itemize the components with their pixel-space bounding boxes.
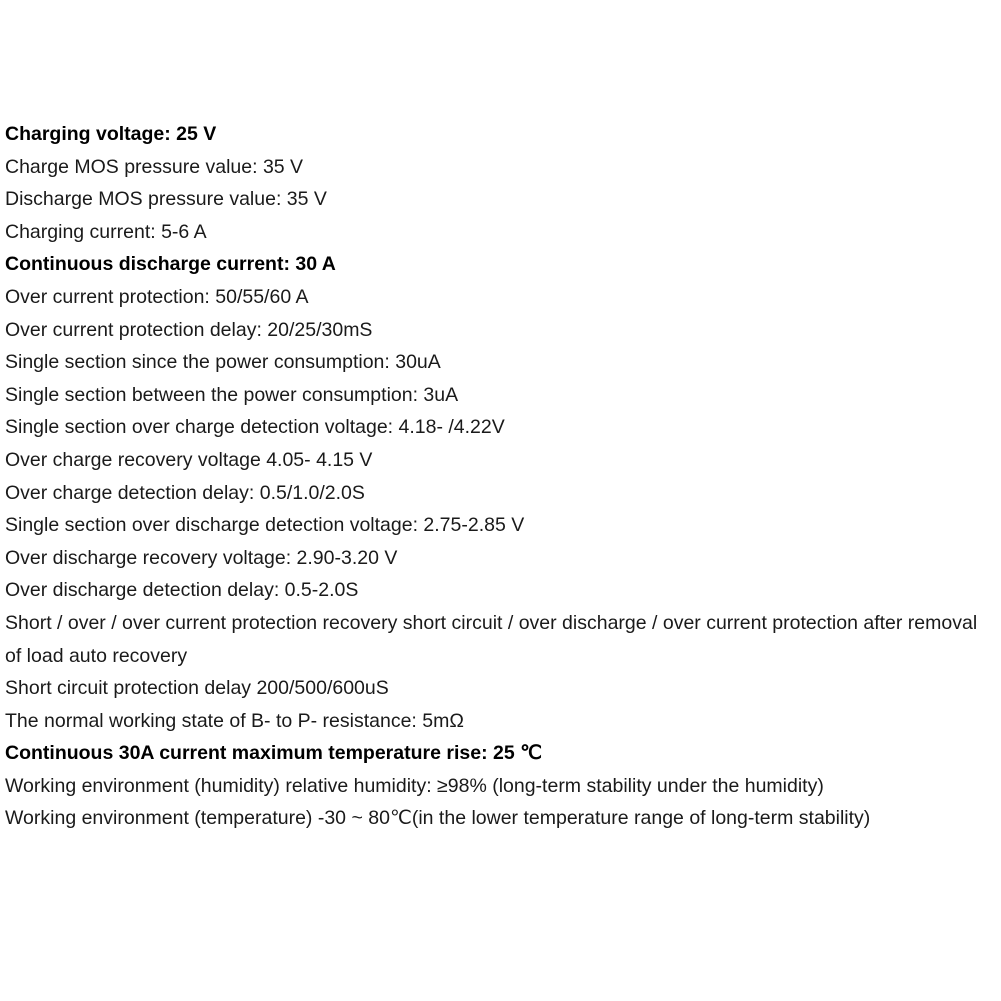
spec-line: Discharge MOS pressure value: 35 V: [5, 188, 327, 211]
spec-line: Single section since the power consumption: 30uA: [5, 351, 441, 374]
spec-line: Single section between the power consumption: 3uA: [5, 383, 459, 406]
spec-line: Charge MOS pressure value: 35 V: [5, 155, 304, 178]
spec-line: Working environment (temperature) -30 ~ 80℃(in the lower temperature range of long-term stability): [5, 807, 871, 830]
spec-line: The normal working state of B- to P- resistance: 5mΩ: [5, 709, 464, 732]
spec-line: Over charge detection delay: 0.5/1.0/2.0S: [5, 481, 365, 504]
spec-line: Over discharge recovery voltage: 2.90-3.20 V: [5, 546, 398, 569]
spec-line: Short / over / over current protection recovery short circuit / over discharge / over current protection after removal of load auto recovery: [5, 611, 978, 667]
spec-line: Working environment (humidity) relative humidity: ≥98% (long-term stability under the humidity): [5, 774, 824, 797]
spec-line: Continuous 30A current maximum temperature rise: 25 ℃: [5, 742, 542, 765]
spec-line: Over current protection: 50/55/60 A: [5, 285, 309, 308]
spec-line: Over discharge detection delay: 0.5-2.0S: [5, 579, 359, 602]
spec-line: Short circuit protection delay 200/500/600uS: [5, 677, 389, 700]
spec-line: Single section over charge detection voltage: 4.18- /4.22V: [5, 416, 505, 439]
spec-line: Continuous discharge current: 30 A: [5, 253, 336, 276]
spec-line: Over current protection delay: 20/25/30mS: [5, 318, 373, 341]
spec-line: Charging voltage: 25 V: [5, 123, 217, 145]
spec-line: Single section over discharge detection voltage: 2.75-2.85 V: [5, 514, 525, 537]
spec-list: [5, 118, 998, 835]
spec-line: Charging current: 5-6 A: [5, 220, 207, 243]
spec-line: Over charge recovery voltage 4.05- 4.15 V: [5, 448, 373, 471]
